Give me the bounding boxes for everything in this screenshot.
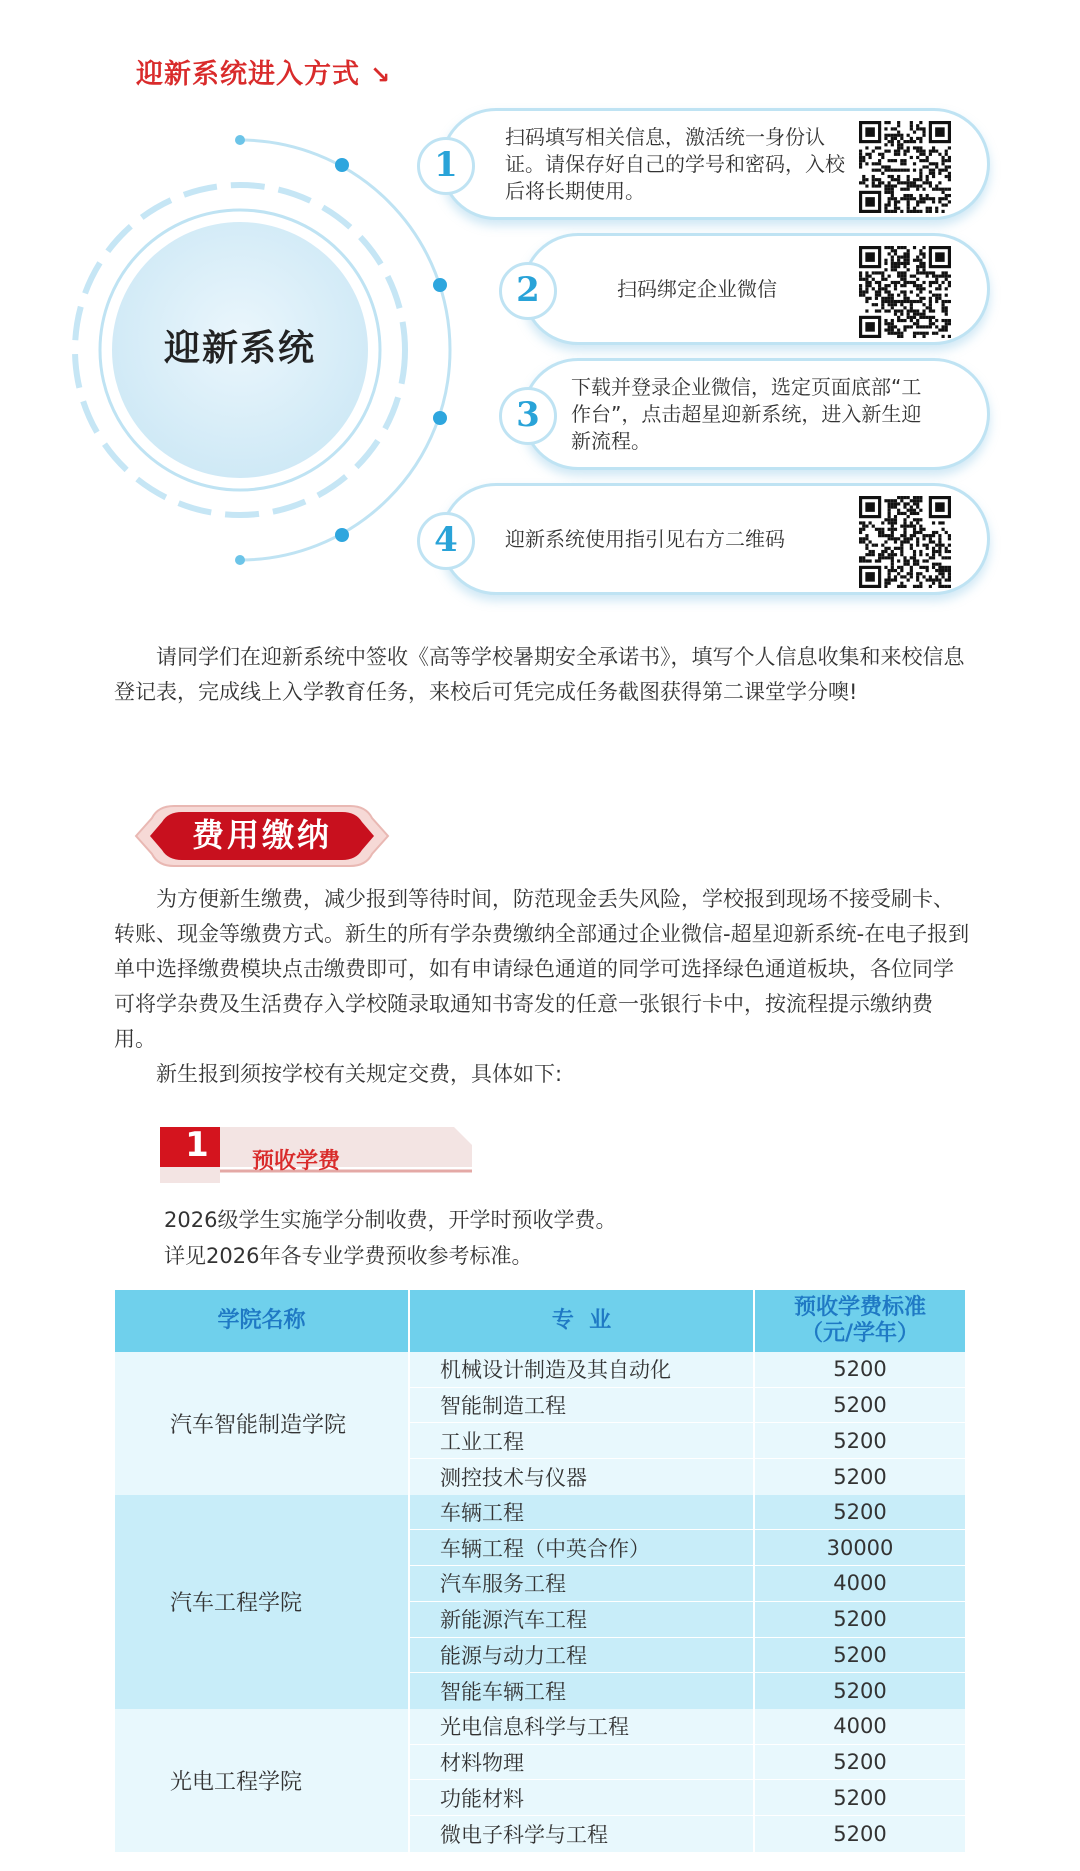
fee-cell: 5200 xyxy=(833,1464,887,1489)
enroll-note: 请同学们在迎新系统中签收《高等学校暑期安全承诺书》，填写个人信息收集和来校信息登记表，完成线上入学教育任务，来校后可凭完成任务截图获得第二课堂学分噢! xyxy=(114,645,965,704)
table-header-row xyxy=(115,1290,965,1352)
table-row xyxy=(410,1352,965,1388)
table-row xyxy=(410,1816,965,1852)
college-name: 光电工程学院 xyxy=(115,1709,410,1852)
major-cell: 机械设计制造及其自动化 xyxy=(410,1352,755,1387)
header-fee xyxy=(755,1290,965,1352)
fee-cell: 5200 xyxy=(833,1357,887,1382)
subheading-number: 1 xyxy=(185,1125,209,1165)
table-row xyxy=(410,1495,965,1531)
table-row xyxy=(410,1423,965,1459)
header-major: 专 业 xyxy=(410,1290,755,1352)
table-row xyxy=(410,1745,965,1781)
table-row xyxy=(410,1566,965,1602)
fee-cell: 4000 xyxy=(833,1714,887,1739)
qr-code-icon[interactable] xyxy=(859,496,951,588)
step-4-number: 4 xyxy=(417,512,475,570)
major-cell: 功能材料 xyxy=(410,1780,755,1815)
college-group xyxy=(115,1352,965,1495)
major-cell: 工业工程 xyxy=(410,1423,755,1458)
college-group xyxy=(115,1709,965,1852)
step-2-card xyxy=(516,233,990,345)
step-1-text: 扫码填写相关信息，激活统一身份认证。请保存好自己的学号和密码，入校后将长期使用。 xyxy=(505,124,845,203)
college-name: 汽车工程学院 xyxy=(115,1495,410,1709)
fee-cell: 5200 xyxy=(833,1679,887,1704)
table-row xyxy=(410,1602,965,1638)
table-row xyxy=(410,1638,965,1674)
table-row xyxy=(410,1673,965,1709)
table-row xyxy=(410,1388,965,1424)
table-row xyxy=(410,1530,965,1566)
major-cell: 新能源汽车工程 xyxy=(410,1602,755,1637)
table-row xyxy=(410,1459,965,1495)
fee-cell: 5200 xyxy=(833,1393,887,1418)
qr-code-icon[interactable] xyxy=(859,246,951,338)
major-cell: 微电子科学与工程 xyxy=(410,1816,755,1852)
qr-code-icon[interactable] xyxy=(859,121,951,213)
major-cell: 智能车辆工程 xyxy=(410,1673,755,1709)
fee-cell: 5200 xyxy=(833,1428,887,1453)
fees-intro-2: 新生报到须按学校有关规定交费，具体如下: xyxy=(156,1062,563,1086)
table-row xyxy=(410,1780,965,1816)
step-1-number: 1 xyxy=(417,137,475,195)
fees-intro: 为方便新生缴费，减少报到等待时间，防范现金丢失风险，学校报到现场不接受刷卡、转账、现金等缴费方式。新生的所有学杂费缴纳全部通过企业微信-超星迎新系统-在电子报到单中选择缴费模块点击缴费即可，如有申请绿色通道的同学可选择绿色通道板块，各位同学可将学杂费及生活费存入学校随录取通知书寄发的任意一张银行卡中，按流程提示缴纳费用。 xyxy=(114,887,970,1051)
subheading-title: 预收学费 xyxy=(252,1149,341,1174)
table-row xyxy=(410,1709,965,1745)
major-cell: 汽车服务工程 xyxy=(410,1566,755,1601)
fee-cell: 30000 xyxy=(826,1535,894,1560)
fee-cell: 5200 xyxy=(833,1500,887,1525)
fee-cell: 5200 xyxy=(833,1749,887,1774)
header-fee-line-2: （元/学年） xyxy=(800,1321,920,1346)
tuition-line-2: 详见2026年各专业学费预收参考标准。 xyxy=(164,1244,533,1268)
header-college: 学院名称 xyxy=(115,1290,410,1352)
major-cell: 材料物理 xyxy=(410,1745,755,1780)
major-cell: 能源与动力工程 xyxy=(410,1638,755,1673)
fee-cell: 5200 xyxy=(833,1642,887,1667)
header-fee-line-1: 预收学费标准 xyxy=(793,1295,926,1320)
major-cell: 光电信息科学与工程 xyxy=(410,1709,755,1744)
step-2-text: 扫码绑定企业微信 xyxy=(617,276,777,301)
tuition-table xyxy=(115,1290,965,1852)
enroll-title-text: 迎新系统进入方式 xyxy=(136,59,360,90)
college-name: 汽车智能制造学院 xyxy=(115,1352,410,1495)
fees-section-title: 费用缴纳 xyxy=(191,816,332,854)
major-cell: 车辆工程 xyxy=(410,1495,755,1530)
step-3-card xyxy=(516,358,990,470)
college-group xyxy=(115,1495,965,1709)
arrow-down-right-icon: ↘ xyxy=(370,61,392,89)
tuition-line-1: 2026级学生实施学分制收费，开学时预收学费。 xyxy=(164,1208,617,1232)
hub-label: 迎新系统 xyxy=(163,328,316,369)
fee-cell: 4000 xyxy=(833,1571,887,1596)
step-3-number: 3 xyxy=(499,387,557,445)
step-4-text: 迎新系统使用指引见右方二维码 xyxy=(505,526,785,551)
fee-cell: 5200 xyxy=(833,1607,887,1632)
fee-cell: 5200 xyxy=(833,1821,887,1846)
major-cell: 智能制造工程 xyxy=(410,1388,755,1423)
major-cell: 测控技术与仪器 xyxy=(410,1459,755,1495)
step-3-text: 下载并登录企业微信，选定页面底部“工作台”，点击超星迎新系统，进入新生迎新流程。 xyxy=(571,374,922,453)
fee-cell: 5200 xyxy=(833,1785,887,1810)
enroll-section-title xyxy=(136,52,391,91)
step-4-card xyxy=(434,483,990,595)
step-2-number: 2 xyxy=(499,262,557,320)
step-1-card xyxy=(434,108,990,220)
major-cell: 车辆工程（中英合作） xyxy=(410,1530,755,1565)
